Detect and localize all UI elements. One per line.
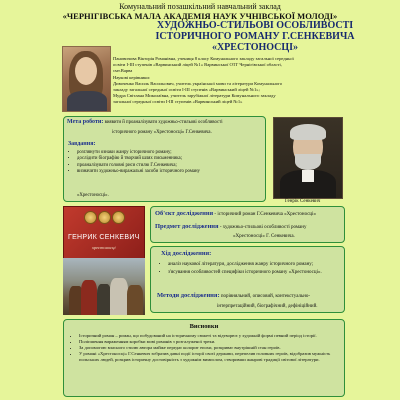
methods-text-2: інтерпретаційний, біографічний, дефініційний. xyxy=(217,304,318,309)
author-line: Мудра Світлана Миколаївна, учитель зарубіжної літератури Комунального закладу xyxy=(113,93,276,99)
book-author: ГЕНРИК СЕНКЕВИЧ xyxy=(68,234,140,241)
book-subtitle: хрестоносці xyxy=(92,245,116,250)
author-line: смт.Варва xyxy=(113,68,133,74)
list-item: • У романі «Хрестоносці» Г.Сенкевич зобразив давні події історії своєї держави, перепелив головних героїв, відобразив мужність польських людей, розкрив історичну достовірність з художнім вимислом, створивши жанрові традиції світової літератури. xyxy=(79,351,347,363)
institution-line: Комунальний позашкільний навчальний заклад xyxy=(119,2,281,11)
tasks-label: Завдання: xyxy=(68,141,96,147)
book-cover-image xyxy=(63,206,145,260)
sienkiewicz-portrait xyxy=(273,117,343,199)
subject-text: - художньо-стильові особливості роману xyxy=(218,225,307,230)
list-item: • з'ясування особливостей специфіки історичного роману «Хрестоносці». xyxy=(168,269,348,277)
tasks-item-continued: «Хрестоносці». xyxy=(77,193,109,198)
list-item: • Історичний роман – роман, що побудований на історичному сюжеті та відтворює у художній формі певний період історії. xyxy=(79,333,347,339)
methods-text: порівняльний, описовий, контекстуально- xyxy=(219,294,311,299)
authors-block xyxy=(113,56,343,106)
title-line-3: «ХРЕСТОНОСЦІ» xyxy=(211,42,299,53)
goal-label: Мета роботи: xyxy=(67,119,104,125)
goal-text-2: історичного роману «Хрестоносці» Г.Сенкевича. xyxy=(112,130,212,135)
list-item: • аналіз наукової літератури, дослідження жанру історичного роману; xyxy=(168,261,348,269)
portrait-caption: Генрік Сенкевич xyxy=(285,199,321,204)
author-line: загальної середньої освіти І-ІІІ ступенів «Варвинський ліцей №1» xyxy=(113,99,243,105)
goal-tasks-panel xyxy=(63,116,266,202)
author-line: Пановичова Вікторія Романівна, учениця 8 класу Комунального закладу загальної середньої xyxy=(113,56,294,61)
research-label: Хід дослідження: xyxy=(161,250,212,257)
student-photo xyxy=(62,46,111,112)
author-line: освіти І-ІІІ ступенів «Варвинський ліцей №1» Варвинської ОТГ Чернігівської області, xyxy=(113,62,282,68)
list-item: • розглянути ознаки жанру історичного роману; xyxy=(77,150,267,156)
research-list xyxy=(159,261,348,276)
object-text: - історичний роман Г.Сенкевича «Хрестоносці» xyxy=(213,212,317,217)
list-item: • За допомогою власного стилю автора майже передає колорит епохи, розкриває внутрішній стан героїв. xyxy=(79,345,347,351)
object-label: Об'єкт дослідження xyxy=(155,210,214,217)
goal-text: виявити й проаналізувати художньо-стильові особливості xyxy=(104,120,223,125)
subject-text-2: «Хрестоносці» Г. Сенкевича. xyxy=(233,234,295,239)
academy-line: «ЧЕРНІГІВСЬКА МАЛА АКАДЕМІЯ НАУК УЧНІВСЬКОЇ МОЛОДІ» xyxy=(62,11,338,21)
list-item: • проаналізувати головні риси стилю Г.Сенкевича; xyxy=(77,163,267,169)
title-line-1: ХУДОЖНЬО-СТИЛЬОВІ ОСОБЛИВОСТІ xyxy=(156,20,354,31)
list-item: • Поліпшення вираженням коробки мові романів з розгалуженої треки. xyxy=(79,339,347,345)
tasks-list xyxy=(68,150,267,176)
conclusions-panel xyxy=(63,319,345,397)
advisors-heading: Наукові керівники: xyxy=(113,74,151,80)
list-item: • дослідити біографію й творчий шлях письменника; xyxy=(77,156,267,162)
author-line: Дивоченко Василь Васильович, учитель української мови та літератури Комунального xyxy=(113,80,283,86)
battle-painting xyxy=(63,258,145,315)
conclusions-label: Висновки xyxy=(189,323,219,330)
object-subject-panel xyxy=(150,206,345,243)
title-line-2: ІСТОРИЧНОГО РОМАНУ Г.СЕНКЕВИЧА xyxy=(155,31,355,42)
conclusions-list xyxy=(70,333,347,363)
author-line: закладу загальної середньої освіти І-ІІІ ступенів «Варвинський ліцей №1»; xyxy=(113,87,260,93)
methods-label: Методи дослідження: xyxy=(157,292,220,299)
subject-label: Предмет дослідження xyxy=(155,223,219,230)
research-panel xyxy=(150,246,345,313)
list-item: • визначити художньо-виражальні засоби історичного роману xyxy=(77,169,267,175)
